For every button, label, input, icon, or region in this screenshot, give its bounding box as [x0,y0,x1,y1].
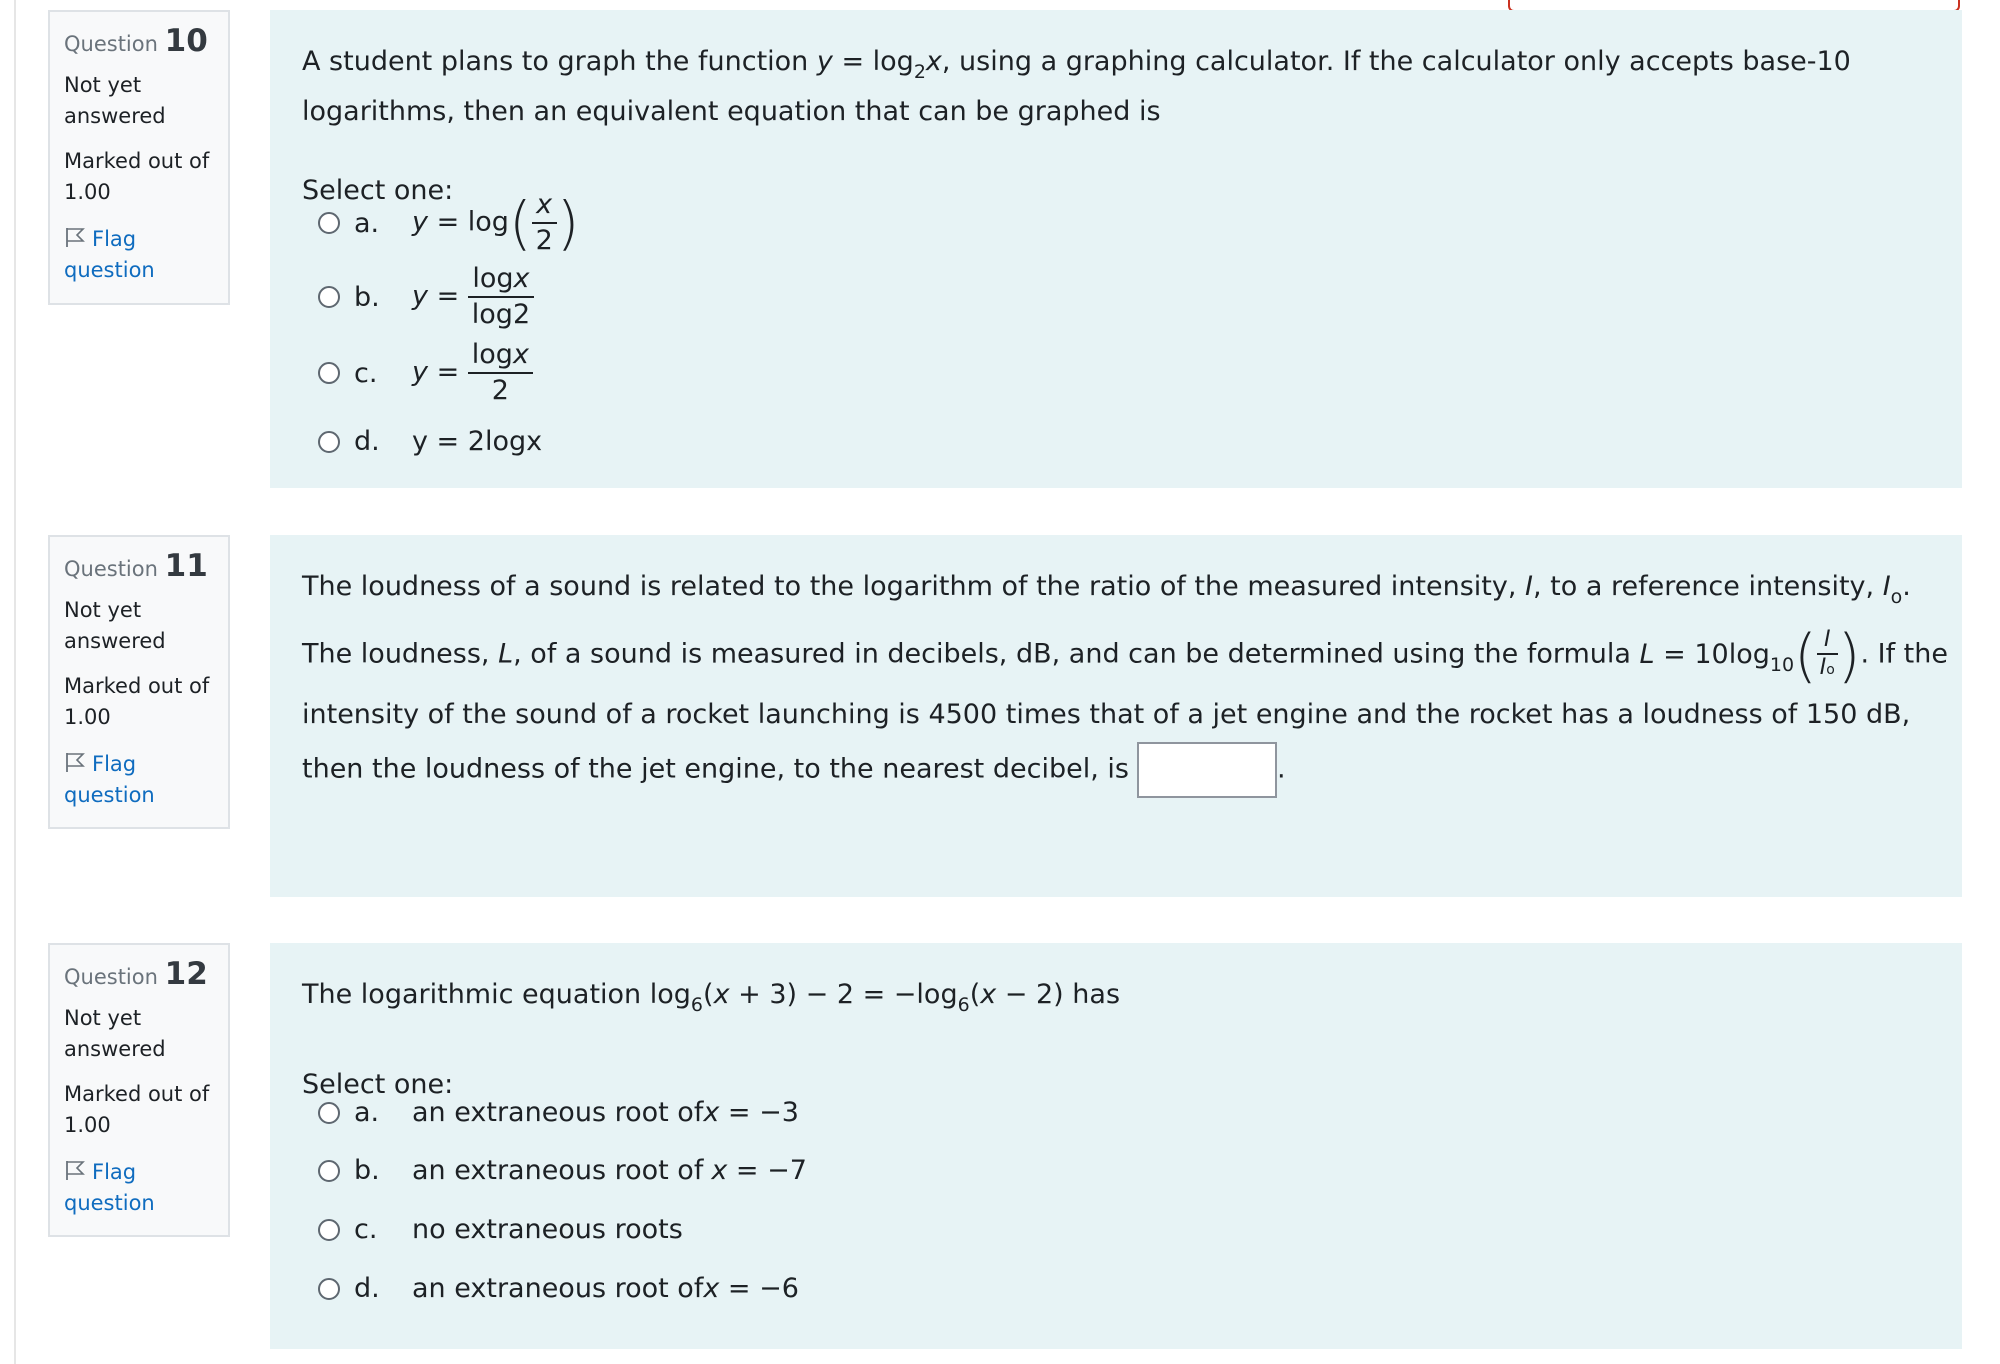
question-text: A student plans to graph the function $y = \log_2x$, using a graphing calculator. If the calculator only accepts base-10 logarithms, then an equivalent equation that can be graphed is [302,46,1851,127]
question-text-ending: then the loudness of the jet engine, to the nearest decibel, is . [302,742,1930,798]
answer-math: y = $\frac{\log x}{2}$ [412,338,533,408]
question-state: Not yet answered [64,598,166,653]
flag-question-link[interactable]: Flag question [64,1160,155,1215]
radio-button[interactable] [318,1219,340,1241]
question-state: Not yet answered [64,1006,166,1061]
loudness-symbol: L [498,638,514,670]
answer-math: y = log( $\frac{x}{2}$ ) [412,189,580,257]
flag-icon [64,1159,86,1181]
answer-option-c[interactable]: c. no extraneous roots [318,1210,683,1249]
root-value: x = −6 [703,1273,799,1304]
flag-icon [64,751,86,773]
radio-button[interactable] [318,286,340,308]
function-expression: $y = \log_2x$ [816,46,942,83]
question-number: Question 11 [64,548,208,584]
question-text: The loudness of a sound is related to the logarithm of the ratio of the measured intensity, I, to a reference intensity, $I_o$. [302,571,1911,608]
question-content-12 [270,943,1962,1349]
flag-question-link[interactable]: Flag question [64,752,155,807]
flag-question-link[interactable]: Flag question [64,227,155,282]
answer-option-d[interactable]: d. an extraneous root of x = −6 [318,1269,799,1308]
question-info-11 [48,535,230,829]
answer-option-a[interactable]: a. an extraneous root of x = −3 [318,1093,799,1132]
select-one-prompt: Select one: [302,175,454,206]
question-state: Not yet answered [64,73,166,128]
question-content-11 [270,535,1962,897]
question-info-12 [48,943,230,1237]
radio-button[interactable] [318,212,340,234]
question-content-10 [270,10,1962,488]
question-number: Question 12 [64,956,208,992]
select-one-prompt: Select one: [302,1069,454,1100]
question-info-10 [48,10,230,305]
reference-intensity-symbol: $I_o$ [1882,571,1903,608]
answer-option-d[interactable]: d. y = 2logx [318,422,542,461]
question-grade: Marked out of 1.00 [64,1082,210,1137]
radio-button[interactable] [318,1160,340,1182]
intensity-symbol: I [1525,571,1533,602]
radio-button[interactable] [318,362,340,384]
radio-button[interactable] [318,431,340,453]
answer-option-a[interactable]: a. y = log( $\frac{x}{2}$ ) [318,188,579,258]
answer-math: y = $\frac{\log x}{\log 2}$ [412,262,534,332]
radio-button[interactable] [318,1278,340,1300]
question-number: Question 10 [64,23,208,59]
answer-input[interactable] [1137,742,1277,798]
answer-option-c[interactable]: c. y = $\frac{\log x}{2}$ [318,338,533,408]
radio-button[interactable] [318,1102,340,1124]
answer-option-b[interactable]: b. y = $\frac{\log x}{\log 2}$ [318,262,534,332]
question-grade: Marked out of 1.00 [64,149,210,204]
flag-icon [64,226,86,248]
question-text-formula-line: The loudness, L, of a sound is measured in decibels, dB, and can be determined using the formula $L = 10\log_{10}$( $\frac{I}{Io}$ ). If the [302,621,1948,689]
root-value: x = −3 [703,1097,799,1128]
root-value: x = −7 [711,1155,807,1186]
question-text-continued: intensity of the sound of a rocket launching is 4500 times that of a jet engine and the rocket has a loudness of 150 dB, [302,699,1911,730]
logarithmic-equation: $\log_6(x + 3) - 2 = -\log_6(x - 2)$ [649,979,1064,1016]
question-grade: Marked out of 1.00 [64,674,210,729]
answer-math: y = 2logx [412,426,543,457]
left-border [14,0,16,1364]
question-text: The logarithmic equation $\log_6(x + 3) - 2 = -\log_6(x - 2)$ has [302,979,1121,1016]
answer-option-b[interactable]: b. an extraneous root of x = −7 [318,1151,807,1190]
loudness-formula: $L = 10\log_{10}$( $\frac{I}{Io}$ ) [1639,621,1861,689]
